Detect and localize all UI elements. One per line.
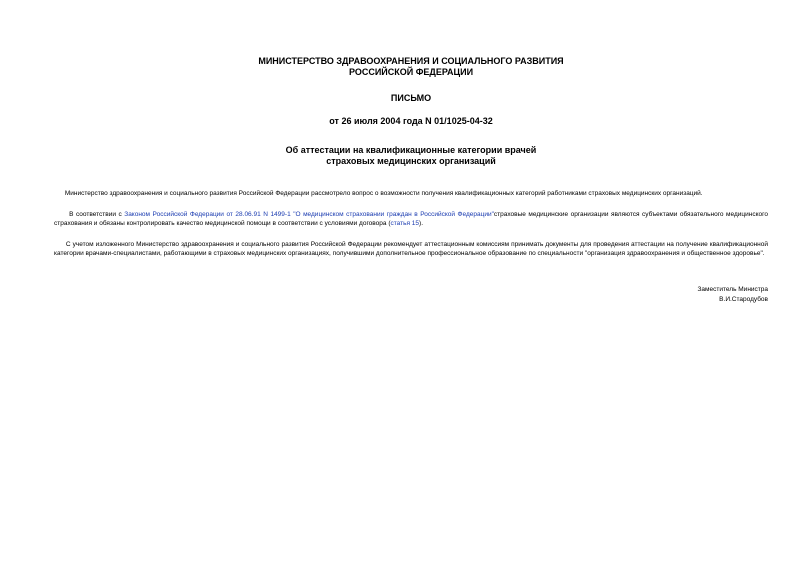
paragraph-2-text-middle: страховые медицинские организации являются субъектами обязательного медицинского страхования и обязаны контролировать качество медицинской помощи в соответствии с условиями договора (: [54, 210, 768, 227]
paragraph-2-text-start: В соответствии с: [69, 210, 125, 218]
signatory-name: В.И.Стародубов: [719, 295, 768, 303]
paragraph-1-text: Министерство здравоохранения и социального развития Российской Федерации рассмотрело вопрос о возможности получения квалификационных категорий работниками страховых медицинских организаций.: [64, 190, 703, 197]
paragraph-3-text: С учетом изложенного Министерство здравоохранения и социального развития Российской Федерации рекомендует аттестационным комиссиям принимать документы для проведения аттестации на получение квалификационной категории врачами-специалистами, работающими в страховых медицинских организациях, получившими дополнительное профессиональное образование по специальности "организация здравоохранения и общественное здоровье".: [54, 240, 768, 257]
signatory-position: Заместитель Министра: [697, 285, 768, 293]
document-page: [54, 56, 768, 305]
ministry-name-line-1: МИНИСТЕРСТВО ЗДРАВООХРАНЕНИЯ И СОЦИАЛЬНОГО РАЗВИТИЯ: [258, 56, 564, 66]
ministry-name-line-2: РОССИЙСКОЙ ФЕДЕРАЦИИ: [348, 67, 474, 77]
ministry-name: [54, 56, 768, 78]
paragraph-2: [54, 210, 768, 229]
document-header: [54, 56, 768, 167]
signature-block: [54, 285, 768, 305]
paragraph-2-text-end: ).: [419, 220, 424, 227]
document-type: ПИСЬМО: [390, 93, 432, 103]
paragraph-3: [54, 240, 768, 259]
law-link[interactable]: Законом Российской Федерации от 28.06.91 N 1499-1 "О медицинском страховании граждан в Российской Федерации": [124, 210, 494, 218]
document-subject: [54, 145, 768, 167]
document-subject-line-1: Об аттестации на квалификационные категории врачей: [285, 145, 537, 155]
document-subject-line-2: страховых медицинских организаций: [326, 156, 496, 166]
document-date-number: от 26 июля 2004 года N 01/1025-04-32: [329, 116, 493, 126]
article-15-link[interactable]: статья 15: [390, 220, 420, 227]
paragraph-1: [54, 189, 768, 199]
